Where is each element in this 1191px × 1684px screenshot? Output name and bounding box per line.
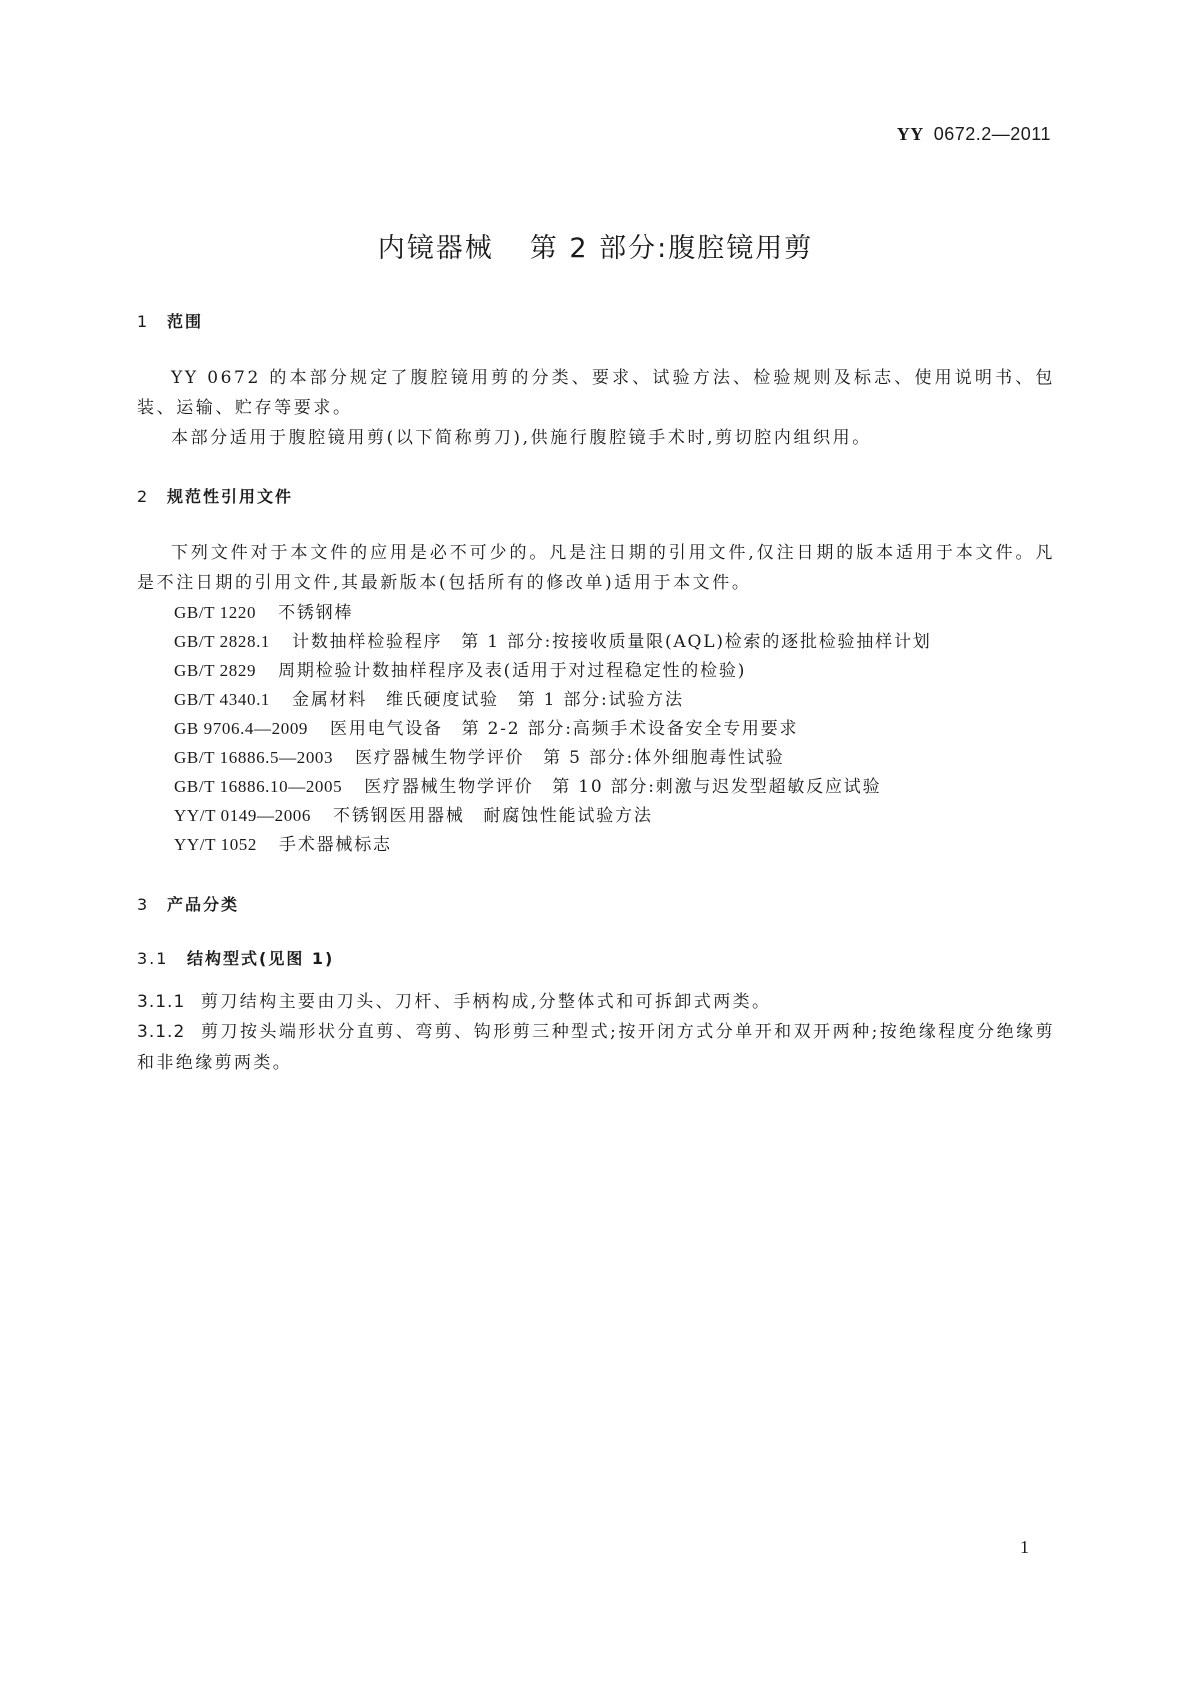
section-title: 范围 (167, 312, 204, 331)
reference-title: 医疗器械生物学评价 第 5 部分:体外细胞毒性试验 (355, 748, 785, 768)
section-heading-normative-references (137, 484, 293, 507)
scope-paragraph-1: YY 0672 的本部分规定了腹腔镜用剪的分类、要求、试验方法、检验规则及标志、使用说明书、包装、运输、贮存等要求。 (137, 368, 1055, 418)
section-heading-scope (137, 309, 203, 332)
reference-item (174, 830, 392, 860)
section-number: 1 (137, 312, 150, 331)
standard-code (897, 124, 1051, 145)
reference-code: GB/T 16886.10—2005 (174, 777, 343, 796)
reference-title: 金属材料 维氏硬度试验 第 1 部分:试验方法 (292, 690, 684, 710)
subsection-number: 3.1 (137, 949, 169, 968)
reference-code: YY/T 0149—2006 (174, 806, 312, 825)
subsection-heading-structure-type (137, 946, 334, 969)
title-part1: 内镜器械 (377, 233, 494, 264)
title-part2: 第 2 部分:腹腔镜用剪 (529, 233, 814, 264)
reference-title: 周期检验计数抽样程序及表(适用于对过程稳定性的检验) (278, 661, 747, 681)
reference-item (174, 598, 353, 628)
reference-title: 手术器械标志 (279, 835, 392, 855)
clause-number: 3.1.2 (137, 1022, 186, 1042)
reference-item (174, 801, 653, 831)
reference-item (174, 743, 784, 773)
reference-code: GB/T 1220 (174, 603, 257, 622)
section-heading-product-classification (137, 892, 239, 915)
document-title (0, 226, 1191, 265)
clause-number: 3.1.1 (137, 992, 186, 1012)
page-number: 1 (1020, 1537, 1029, 1557)
standard-number: 0672.2—2011 (933, 124, 1051, 144)
reference-title: 医用电气设备 第 2-2 部分:高频手术设备安全专用要求 (330, 719, 799, 739)
reference-item (174, 656, 746, 686)
clause-3-1-2 (137, 1017, 1055, 1079)
reference-item (174, 772, 881, 802)
clause-text: 剪刀结构主要由刀头、刀杆、手柄构成,分整体式和可拆卸式两类。 (201, 992, 772, 1012)
reference-code: GB/T 16886.5—2003 (174, 748, 334, 767)
reference-code: GB/T 4340.1 (174, 690, 271, 709)
subsection-title: 结构型式(见图 1) (187, 949, 335, 968)
reference-item (174, 627, 932, 657)
reference-title: 医疗器械生物学评价 第 10 部分:刺激与迟发型超敏反应试验 (364, 777, 882, 797)
reference-title: 计数抽样检验程序 第 1 部分:按接收质量限(AQL)检索的逐批检验抽样计划 (292, 632, 932, 652)
reference-item (174, 714, 798, 744)
references-intro: 下列文件对于本文件的应用是必不可少的。凡是注日期的引用文件,仅注日期的版本适用于本文件。凡是不注日期的引用文件,其最新版本(包括所有的修改单)适用于本文件。 (137, 543, 1055, 593)
reference-code: GB/T 2828.1 (174, 632, 271, 651)
clause-text: 剪刀按头端形状分直剪、弯剪、钩形剪三种型式;按开闭方式分单开和双开两种;按绝缘程度分绝缘剪和非绝缘剪两类。 (137, 1022, 1055, 1073)
reference-code: YY/T 1052 (174, 835, 258, 854)
reference-item (174, 685, 684, 715)
reference-title: 不锈钢棒 (278, 603, 354, 623)
reference-title: 不锈钢医用器械 耐腐蚀性能试验方法 (333, 806, 653, 826)
scope-paragraph-2: 本部分适用于腹腔镜用剪(以下简称剪刀),供施行腹腔镜手术时,剪切腔内组织用。 (171, 428, 872, 448)
section-number: 2 (137, 487, 150, 506)
clause-3-1-1 (137, 987, 1055, 1018)
reference-code: GB/T 2829 (174, 661, 257, 680)
section-title: 规范性引用文件 (167, 487, 294, 506)
section-number: 3 (137, 895, 150, 914)
standard-prefix: YY (896, 124, 924, 144)
reference-code: GB 9706.4—2009 (174, 719, 309, 738)
section-title: 产品分类 (167, 895, 240, 914)
